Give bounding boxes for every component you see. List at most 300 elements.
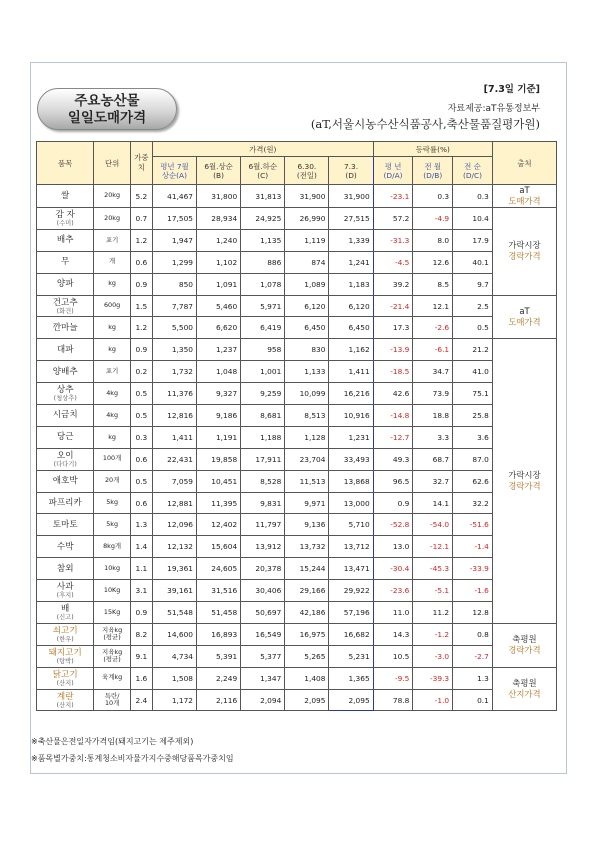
header-prev-day: 6.30. (전일) [285,157,329,185]
prev-day-price-cell: 5,265 [285,645,329,667]
table-row [37,339,557,361]
change-vs-month-cell: -54.0 [413,514,453,536]
unit-cell: kg [94,317,130,339]
weight-cell: 1.1 [130,558,152,580]
header-weight: 가중치 [130,142,152,185]
item-name-cell [37,558,94,580]
current-price-cell: 13,868 [329,470,373,492]
item-name-cell [37,295,94,317]
change-vs-month-cell: 73.9 [413,383,453,405]
current-price-cell: 5,231 [329,645,373,667]
late-june-price-cell: 1,135 [241,229,285,251]
weight-cell: 3.1 [130,580,152,602]
current-price-cell: 6,120 [329,295,373,317]
early-june-price-cell: 19,858 [197,448,241,470]
early-june-price-cell: 5,391 [197,645,241,667]
item-variety: (한우) [56,635,74,643]
item-name: 오이 [56,450,74,461]
item-name: 당근 [56,432,74,443]
weight-cell: 2.4 [130,689,152,711]
change-vs-period-cell: 62.6 [453,470,493,492]
prev-day-price-cell: 42,186 [285,602,329,624]
change-vs-month-cell: 34.7 [413,361,453,383]
change-vs-avg-cell: 10.5 [373,645,413,667]
prev-day-price-cell: 1,408 [285,667,329,689]
avg-price-cell: 1,947 [152,229,196,251]
current-price-cell: 16,682 [329,623,373,645]
weight-cell: 9.1 [130,645,152,667]
change-vs-avg-cell: 17.3 [373,317,413,339]
prev-day-price-cell: 874 [285,251,329,273]
table-row [37,426,557,448]
early-june-price-cell: 9,186 [197,405,241,427]
late-june-price-cell: 30,406 [241,580,285,602]
current-price-cell: 27,515 [329,208,373,230]
weight-cell: 0.6 [130,492,152,514]
late-june-price-cell: 1,347 [241,667,285,689]
change-vs-month-cell: -45.3 [413,558,453,580]
change-vs-month-cell: -3.0 [413,645,453,667]
item-name: 참외 [56,563,74,574]
source-line1: aT [519,185,530,195]
early-june-price-cell: 1,240 [197,229,241,251]
item-name: 쇠고기 [52,625,78,636]
change-vs-month-cell: 8.0 [413,229,453,251]
prev-day-price-cell: 10,099 [285,383,329,405]
source-line1: 축평원 [512,634,537,645]
item-name-cell [37,361,94,383]
change-vs-period-cell: 21.2 [453,339,493,361]
unit-cell: kg [94,273,130,295]
table-row [37,383,557,405]
table-row [37,580,557,602]
early-june-price-cell: 2,116 [197,689,241,711]
avg-price-cell: 17,505 [152,208,196,230]
avg-price-cell: 11,376 [152,383,196,405]
weight-cell: 0.3 [130,426,152,448]
change-vs-month-cell: -5.1 [413,580,453,602]
avg-price-cell: 1,172 [152,689,196,711]
current-price-cell: 1,162 [329,339,373,361]
item-name: 무 [61,257,70,268]
early-june-price-cell: 1,191 [197,426,241,448]
weight-cell: 1.6 [130,667,152,689]
item-name: 토마토 [52,519,78,530]
weight-cell: 1.3 [130,514,152,536]
prev-day-price-cell: 1,089 [285,273,329,295]
table-row [37,667,557,689]
footnote-livestock: ※축산물은전일자가격임(돼지고기는 제주제외) [31,737,194,746]
table-row [37,405,557,427]
item-name: 애호박 [52,476,78,487]
item-name-cell [37,426,94,448]
weight-cell: 0.6 [130,251,152,273]
avg-price-cell: 12,881 [152,492,196,514]
unit-cell: kg [94,426,130,448]
prev-day-price-cell: 2,095 [285,689,329,711]
source-line2: 경락가격 [508,645,541,656]
unit-cell: 포기 [94,229,130,251]
unit-cell: 8kg개 [94,536,130,558]
source-line2: 산지가격 [508,689,541,700]
prev-day-price-cell: 9,136 [285,514,329,536]
change-vs-avg-cell: -31.3 [373,229,413,251]
change-vs-month-cell: 18.8 [413,405,453,427]
change-vs-avg-cell: -12.7 [373,426,413,448]
prev-day-price-cell: 26,990 [285,208,329,230]
change-vs-period-cell: 1.3 [453,667,493,689]
source-cell [492,623,556,667]
weight-cell: 0.5 [130,470,152,492]
change-vs-period-cell: 25.8 [453,405,493,427]
item-name: 건고추 [52,297,78,308]
change-vs-period-cell: 3.6 [453,426,493,448]
item-name: 배 [61,603,70,614]
prev-day-price-cell: 11,513 [285,470,329,492]
current-price-cell: 57,196 [329,602,373,624]
change-vs-period-cell: -1.6 [453,580,493,602]
item-name-cell [37,405,94,427]
weight-cell: 0.5 [130,405,152,427]
price-table [36,141,557,711]
current-price-cell: 1,231 [329,426,373,448]
change-vs-period-cell: 75.1 [453,383,493,405]
current-price-cell: 1,241 [329,251,373,273]
avg-price-cell: 19,361 [152,558,196,580]
item-name-cell [37,580,94,602]
item-name-cell [37,383,94,405]
change-vs-month-cell: 8.5 [413,273,453,295]
prev-day-price-cell: 15,244 [285,558,329,580]
late-june-price-cell: 5,971 [241,295,285,317]
late-june-price-cell: 1,188 [241,426,285,448]
avg-price-cell: 14,600 [152,623,196,645]
current-price-cell: 13,471 [329,558,373,580]
data-sources: (aT,서울시농수산식품공사,축산물품질평가원) [310,117,540,131]
item-variety: (산지) [56,679,74,687]
avg-price-cell: 1,732 [152,361,196,383]
title-line2: 일일도매가격 [67,110,147,126]
table-row [37,229,557,251]
change-vs-month-cell: -2.6 [413,317,453,339]
change-vs-month-cell: -12.1 [413,536,453,558]
change-vs-avg-cell: 49.3 [373,448,413,470]
avg-price-cell: 22,431 [152,448,196,470]
item-name-cell [37,339,94,361]
header-current: 7.3. (D) [329,157,373,185]
change-vs-avg-cell: 57.2 [373,208,413,230]
item-name: 닭고기 [52,669,78,680]
change-vs-month-cell: 32.7 [413,470,453,492]
item-name: 감 자 [55,209,75,220]
change-vs-avg-cell: -13.9 [373,339,413,361]
early-june-price-cell: 1,102 [197,251,241,273]
source-line2: 경락가격 [508,251,541,262]
change-vs-period-cell: 41.0 [453,361,493,383]
table-row [37,602,557,624]
weight-cell: 5.2 [130,185,152,208]
change-vs-month-cell: -4.9 [413,208,453,230]
table-row [37,645,557,667]
late-june-price-cell: 24,925 [241,208,285,230]
change-vs-month-cell: 14.1 [413,492,453,514]
item-variety: (후지) [56,592,74,600]
late-june-price-cell: 6,419 [241,317,285,339]
early-june-price-cell: 12,402 [197,514,241,536]
table-row [37,623,557,645]
late-june-price-cell: 1,078 [241,273,285,295]
unit-cell: 지육kg (평균) [94,645,130,667]
current-price-cell: 1,411 [329,361,373,383]
avg-price-cell: 1,299 [152,251,196,273]
item-name: 돼지고기 [48,647,82,658]
source-cell [492,208,556,296]
late-june-price-cell: 17,911 [241,448,285,470]
change-vs-period-cell: -2.7 [453,645,493,667]
current-price-cell: 1,339 [329,229,373,251]
prev-day-price-cell: 6,120 [285,295,329,317]
header-change: 등락률(%) [373,142,492,157]
change-vs-period-cell: 0.5 [453,317,493,339]
change-vs-month-cell: 0.3 [413,185,453,208]
current-price-cell: 10,916 [329,405,373,427]
change-vs-period-cell: 2.5 [453,295,493,317]
item-variety: (수미) [56,219,74,227]
item-name-cell [37,208,94,230]
current-price-cell: 1,365 [329,667,373,689]
weight-cell: 1.5 [130,295,152,317]
source-line1: aT [519,305,530,316]
item-name: 양배추 [52,366,78,377]
late-june-price-cell: 8,681 [241,405,285,427]
item-name: 배추 [56,235,74,246]
item-name-cell [37,273,94,295]
early-june-price-cell: 9,327 [197,383,241,405]
late-june-price-cell: 886 [241,251,285,273]
item-name: 계란 [56,691,74,702]
change-vs-avg-cell: -9.5 [373,667,413,689]
unit-cell: 20개 [94,470,130,492]
unit-cell: 특란/ 10개 [94,689,130,711]
source-line2: 도매가격 [508,316,541,327]
avg-price-cell: 51,548 [152,602,196,624]
weight-cell: 0.9 [130,339,152,361]
current-price-cell: 13,000 [329,492,373,514]
current-price-cell: 1,183 [329,273,373,295]
prev-day-price-cell: 9,971 [285,492,329,514]
prev-day-price-cell: 1,128 [285,426,329,448]
weight-cell: 1.2 [130,229,152,251]
item-name-cell [37,536,94,558]
prev-day-price-cell: 23,704 [285,448,329,470]
item-name: 대파 [56,344,74,355]
change-vs-period-cell: 9.7 [453,273,493,295]
table-row [37,514,557,536]
header-price: 가격(원) [152,142,373,157]
late-june-price-cell: 13,912 [241,536,285,558]
item-variety: (탕박) [56,657,74,665]
early-june-price-cell: 1,091 [197,273,241,295]
title-line1: 주요농산물 [74,93,140,109]
change-vs-period-cell: -51.6 [453,514,493,536]
avg-price-cell: 39,161 [152,580,196,602]
prev-day-price-cell: 29,166 [285,580,329,602]
early-june-price-cell: 2,249 [197,667,241,689]
header-source: 출처 [492,142,556,185]
change-vs-avg-cell: 96.5 [373,470,413,492]
late-june-price-cell: 50,697 [241,602,285,624]
avg-price-cell: 41,467 [152,185,196,208]
late-june-price-cell: 11,797 [241,514,285,536]
weight-cell: 1.4 [130,536,152,558]
table-row [37,492,557,514]
change-vs-month-cell: 12.6 [413,251,453,273]
change-vs-period-cell: 32.2 [453,492,493,514]
item-variety: (청상추) [53,395,77,403]
item-name: 시금치 [52,410,78,421]
change-vs-avg-cell: -30.4 [373,558,413,580]
late-june-price-cell: 9,259 [241,383,285,405]
source-line2: 경락가격 [508,481,541,492]
change-vs-avg-cell: -23.1 [373,185,413,208]
avg-price-cell: 12,132 [152,536,196,558]
source-line1: 가락시장 [508,470,541,481]
change-vs-period-cell: 0.3 [453,185,493,208]
change-vs-avg-cell: 0.9 [373,492,413,514]
change-vs-avg-cell: -52.8 [373,514,413,536]
change-vs-avg-cell: 78.8 [373,689,413,711]
late-june-price-cell: 31,813 [241,185,285,208]
table-row [37,208,557,230]
item-name-cell [37,470,94,492]
item-variety: (산지) [56,701,74,709]
change-vs-period-cell: -33.9 [453,558,493,580]
table-row [37,295,557,317]
early-june-price-cell: 5,460 [197,295,241,317]
change-vs-month-cell: 68.7 [413,448,453,470]
unit-cell: 4kg [94,383,130,405]
avg-price-cell: 7,059 [152,470,196,492]
table-row [37,536,557,558]
change-vs-month-cell: 3.3 [413,426,453,448]
item-name: 쌀 [61,191,70,201]
price-table-body [37,185,557,711]
source-cell [492,295,556,339]
unit-cell: 개 [94,251,130,273]
header-change-month: 전 월 (D/B) [413,157,453,185]
unit-cell: 5kg [94,514,130,536]
change-vs-period-cell: 17.9 [453,229,493,251]
early-june-price-cell: 6,620 [197,317,241,339]
change-vs-month-cell: 12.1 [413,295,453,317]
item-name: 파프리카 [48,498,82,509]
avg-price-cell: 1,411 [152,426,196,448]
item-name-cell [37,645,94,667]
source-cell [492,667,556,711]
late-june-price-cell: 958 [241,339,285,361]
table-row [37,448,557,470]
late-june-price-cell: 2,094 [241,689,285,711]
change-vs-month-cell: -39.3 [413,667,453,689]
item-name: 수박 [56,541,74,552]
change-vs-period-cell: 40.1 [453,251,493,273]
reference-date: [7.3일 기준] [483,84,540,95]
item-name-cell [37,514,94,536]
footnote-weight: ※품목별가중치:통계청소비자물가지수중해당품목가중치임 [31,754,234,763]
avg-price-cell: 12,096 [152,514,196,536]
item-name-cell [37,623,94,645]
unit-cell: 100개 [94,448,130,470]
change-vs-month-cell: -1.2 [413,623,453,645]
unit-cell: kg [94,339,130,361]
header-late-june: 6월.하순 (C) [241,157,285,185]
change-vs-month-cell: -6.1 [413,339,453,361]
data-provider: 자료제공:aT유통정보부 [447,104,540,114]
late-june-price-cell: 1,001 [241,361,285,383]
item-name-cell [37,689,94,711]
current-price-cell: 16,216 [329,383,373,405]
change-vs-period-cell: 87.0 [453,448,493,470]
unit-cell: 10kg [94,558,130,580]
table-row [37,273,557,295]
source-line2: 도매가격 [508,196,541,206]
early-june-price-cell: 10,451 [197,470,241,492]
unit-cell: 20kg [94,185,130,208]
early-june-price-cell: 11,395 [197,492,241,514]
change-vs-period-cell: 10.4 [453,208,493,230]
current-price-cell: 5,710 [329,514,373,536]
late-june-price-cell: 20,378 [241,558,285,580]
current-price-cell: 13,712 [329,536,373,558]
weight-cell: 0.6 [130,448,152,470]
table-row [37,470,557,492]
unit-cell: 15Kg [94,602,130,624]
item-name-cell [37,317,94,339]
late-june-price-cell: 5,377 [241,645,285,667]
change-vs-avg-cell: -18.5 [373,361,413,383]
change-vs-avg-cell: 39.2 [373,273,413,295]
prev-day-price-cell: 13,732 [285,536,329,558]
table-row [37,251,557,273]
weight-cell: 0.9 [130,602,152,624]
change-vs-avg-cell: 42.6 [373,383,413,405]
weight-cell: 0.5 [130,383,152,405]
unit-cell: 4kg [94,405,130,427]
title-badge [37,88,177,130]
item-name-cell [37,492,94,514]
change-vs-avg-cell: 14.3 [373,623,413,645]
header-change-period: 전 순 (D/C) [453,157,493,185]
unit-cell: 포기 [94,361,130,383]
early-june-price-cell: 31,800 [197,185,241,208]
item-name-cell [37,185,94,208]
early-june-price-cell: 1,048 [197,361,241,383]
prev-day-price-cell: 31,900 [285,185,329,208]
change-vs-avg-cell: 11.0 [373,602,413,624]
item-name-cell [37,667,94,689]
early-june-price-cell: 28,934 [197,208,241,230]
weight-cell: 0.7 [130,208,152,230]
item-name-cell [37,602,94,624]
prev-day-price-cell: 16,975 [285,623,329,645]
change-vs-period-cell: 12.8 [453,602,493,624]
prev-day-price-cell: 6,450 [285,317,329,339]
change-vs-avg-cell: -21.4 [373,295,413,317]
header-early-june: 6월.상순 (B) [197,157,241,185]
source-cell [492,339,556,624]
change-vs-avg-cell: -14.8 [373,405,413,427]
table-row [37,361,557,383]
